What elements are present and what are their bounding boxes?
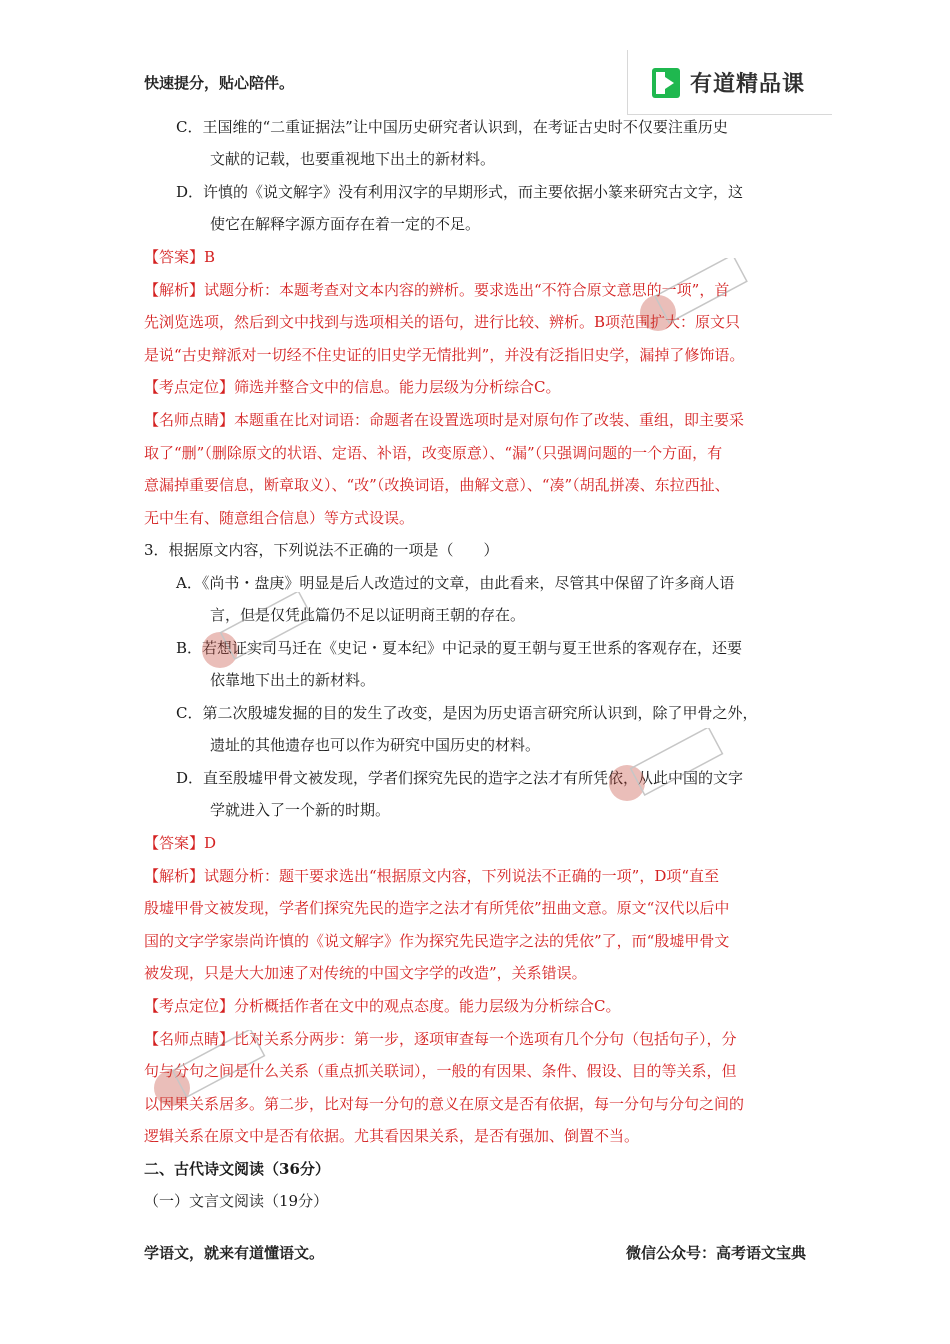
text-line: 殷墟甲骨文被发现，学者们探究先民的造字之法才有所凭依”扭曲文意。原文“汉代以后中	[144, 899, 730, 917]
text-line: 【考点定位】筛选并整合文中的信息。能力层级为分析综合C。	[144, 378, 561, 396]
text-line: 依靠地下出土的新材料。	[210, 671, 376, 689]
text-line: D．直至殷墟甲骨文被发现，学者们探究先民的造字之法才有所凭依，从此中国的文字	[176, 769, 744, 787]
text-line: 逻辑关系在原文中是否有依据。尤其看因果关系，是否有强加、倒置不当。	[144, 1127, 640, 1145]
text-line: 无中生有、随意组合信息）等方式设误。	[144, 509, 415, 527]
text-line: A．《尚书・盘庚》明显是后人改造过的文章，由此看来，尽管其中保留了许多商人语	[176, 574, 735, 592]
text-line: 被发现，只是大大加速了对传统的中国文字学的改造”，关系错误。	[144, 964, 587, 982]
youdao-logo-icon	[652, 68, 680, 98]
text-line: 【名师点睛】比对关系分两步：第一步，逐项审查每一个选项有几个分句（包括句子），分	[144, 1030, 737, 1048]
footer-right: 微信公众号：高考语文宝典	[625, 1244, 806, 1262]
text-line: D．许慎的《说文解字》没有利用汉字的早期形式，而主要依据小篆来研究古文字，这	[176, 183, 744, 201]
text-line: 【考点定位】分析概括作者在文中的观点态度。能力层级为分析综合C。	[144, 997, 621, 1015]
text-line: 使它在解释字源方面存在着一定的不足。	[210, 215, 481, 233]
footer-left: 学语文，就来有道懂语文。	[144, 1244, 325, 1262]
text-line: 【解析】试题分析：本题考查对文本内容的辨析。要求选出“不符合原文意思的一项”，首	[144, 281, 730, 299]
text-line: 取了“删”（删除原文的状语、定语、补语，改变原意）、“漏”（只强调问题的一个方面，有	[144, 444, 723, 462]
text-line: C．王国维的“二重证据法”让中国历史研究者认识到，在考证古史时不仅要注重历史	[176, 118, 728, 136]
text-line: 【解析】试题分析：题干要求选出“根据原文内容，下列说法不正确的一项”，D项“直至	[144, 867, 720, 885]
text-line: 国的文字学家崇尚许慎的《说文解字》作为探究先民造字之法的凭依”了，而“殷墟甲骨文	[144, 932, 730, 950]
text-line: （一）文言文阅读（19分）	[144, 1192, 329, 1210]
text-line: 言，但是仅凭此篇仍不足以证明商王朝的存在。	[210, 606, 526, 624]
text-line: 意漏掉重要信息，断章取义）、“改”（改换词语，曲解文意）、“凑”（胡乱拼凑、东拉西扯、	[144, 476, 730, 494]
text-line: 文献的记载，也要重视地下出土的新材料。	[210, 150, 496, 168]
text-line: 【答案】B	[144, 248, 216, 266]
text-line: 二、古代诗文阅读（36分）	[144, 1160, 330, 1178]
text-line: 是说“古史辩派对一切经不住史证的旧史学无情批判”，并没有泛指旧史学，漏掉了修饰语。	[144, 346, 745, 364]
text-line: 【答案】D	[144, 834, 217, 852]
text-line: 句与分句之间是什么关系（重点抓关联词），一般的有因果、条件、假设、目的等关系，但	[144, 1062, 737, 1080]
text-line: C．第二次殷墟发掘的目的发生了改变，是因为历史语言研究所认识到，除了甲骨之外，	[176, 704, 758, 722]
logo-text: 有道精品课	[690, 72, 806, 97]
text-line: B．若想证实司马迁在《史记・夏本纪》中记录的夏王朝与夏王世系的客观存在，还要	[176, 639, 743, 657]
header-tagline: 快速提分，贴心陪伴。	[144, 74, 295, 92]
watermark-stamp-icon	[180, 592, 330, 672]
text-line: 【名师点睛】本题重在比对词语：命题者在设置选项时是对原句作了改装、重组，即主要采	[144, 411, 745, 429]
text-line: 3．根据原文内容，下列说法不正确的一项是（ ）	[144, 541, 499, 559]
text-line: 先浏览选项，然后到文中找到与选项相关的语句，进行比较、辨析。B项范围扩大：原文只	[144, 313, 741, 331]
text-line: 学就进入了一个新的时期。	[210, 801, 391, 819]
text-line: 以因果关系居多。第二步，比对每一分句的意义在原文是否有依据，每一分句与分句之间的	[144, 1095, 745, 1113]
text-line: 遗址的其他遗存也可以作为研究中国历史的材料。	[210, 736, 541, 754]
